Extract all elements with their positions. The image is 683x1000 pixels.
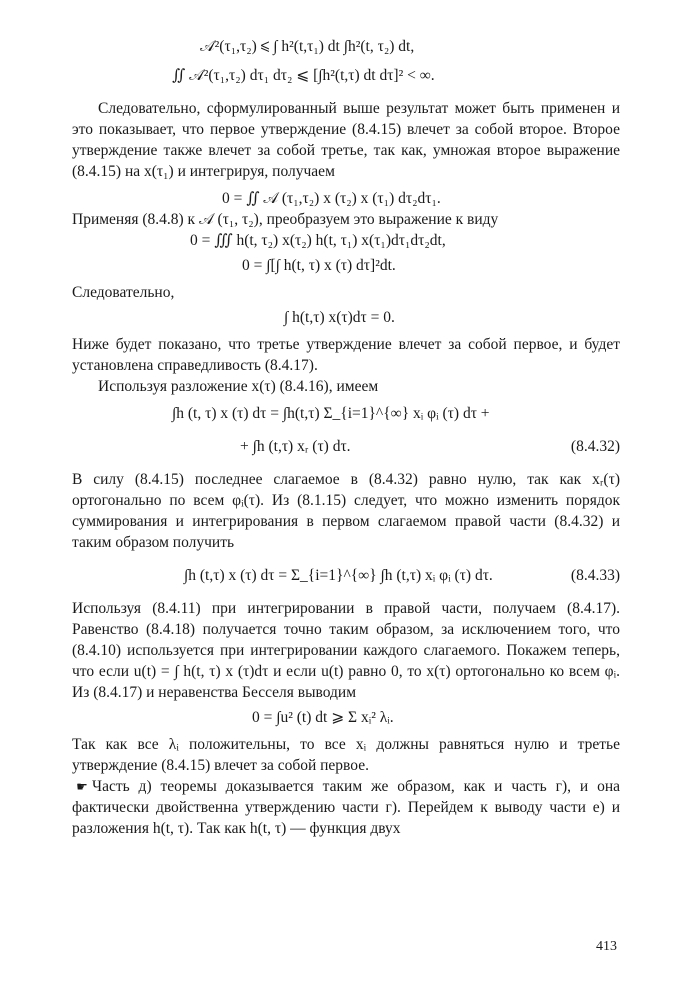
page-body xyxy=(72,36,620,839)
paragraph-4: Ниже будет показано, что третье утверждение влечет за собой первое, и будет установлена справедливость (8.4.17). xyxy=(72,336,620,374)
paragraph-7: Используя (8.4.11) при интегрировании в правой части, получаем (8.4.17). Равенство (8.4.18) получается точно таким образом, за исключением того, что (8.4.10) используется при интегрировании каждого слагаемого. Покажем теперь, что если u(t) = ∫ h(t, τ) x (τ)dτ и если u(t) равно 0, то x(τ) ортогонально ко всем φᵢ. Из (8.4.17) и неравенства Бесселя выводим xyxy=(72,600,620,701)
page-number: 413 xyxy=(596,939,617,954)
paragraph-1: Следовательно, сформулированный выше результат может быть применен и это показывает, что первое утверждение (8.4.15) влечет за собой второе. Второе утверждение также влечет за собой третье, так как, умножая второе выражение (8.4.15) на x(τ₁) и интегрируя, получаем xyxy=(72,100,620,180)
equation-9: 0 = ∫u² (t) dt ⩾ Σ xᵢ² λᵢ. xyxy=(252,709,394,726)
paragraph-2: Применяя (8.4.8) к 𝒜 (τ₁, τ₂), преобразуем это выражение к виду xyxy=(72,211,499,228)
equation-8-row xyxy=(72,565,620,586)
equation-2: ∬ 𝒜²(τ₁,τ₂) dτ₁ dτ₂ ⩽ [∫h²(t,τ) dt dτ]² < ∞. xyxy=(172,67,435,84)
paragraph-6: В силу (8.4.15) последнее слагаемое в (8.4.32) равно нулю, так как xᵣ(τ) ортогонально по всем φᵢ(τ). Из (8.1.15) следует, что можно изменить порядок суммирования и интегрирования в первом слагаемом правой части (8.4.32) и таким образом получить xyxy=(72,471,620,551)
equation-number-8-4-32: (8.4.32) xyxy=(570,438,620,455)
equation-3: 0 = ∬ 𝒜 (τ₁,τ₂) x (τ₂) x (τ₁) dτ₂dτ₁. xyxy=(222,190,441,207)
equation-8: ∫h (t,τ) x (τ) dτ = Σ_{i=1}^{∞} ∫h (t,τ) xᵢ φᵢ (τ) dτ. xyxy=(184,567,493,584)
paragraph-3: Следовательно, xyxy=(72,284,175,301)
equation-6: ∫ h(t,τ) x(τ)dτ = 0. xyxy=(284,309,395,326)
equation-4: 0 = ∭ h(t, τ₂) x(τ₂) h(t, τ₁) x(τ₁)dτ₁dτ₂dt, xyxy=(190,232,446,249)
equation-7b-row xyxy=(72,436,620,457)
equation-number-8-4-33: (8.4.33) xyxy=(570,567,620,584)
equation-5: 0 = ∫[∫ h(t, τ) x (τ) dτ]²dt. xyxy=(242,257,396,274)
pointing-hand-icon: ☛ xyxy=(76,779,88,794)
equation-7a: ∫h (t, τ) x (τ) dτ = ∫h(t,τ) Σ_{i=1}^{∞} xᵢ φᵢ (τ) dτ + xyxy=(172,405,490,422)
paragraph-8: Так как все λᵢ положительны, то все xᵢ должны равняться нулю и третье утверждение (8.4.15) влечет за собой первое. xyxy=(72,736,620,774)
equation-7b: + ∫h (t,τ) xᵣ (τ) dτ. xyxy=(240,438,351,455)
paragraph-9: Часть д) теоремы доказывается таким же образом, как и часть г), и она фактически двойственна утверждению части г). Перейдем к выводу части е) и разложения h(t, τ). Так как h(t, τ) — функция двух xyxy=(72,778,620,837)
equation-1: 𝒜²(τ₁,τ₂) ⩽ ∫ h²(t,τ₁) dt ∫h²(t, τ₂) dt, xyxy=(200,38,415,55)
paragraph-9-row xyxy=(72,776,620,839)
paragraph-5: Используя разложение x(τ) (8.4.16), имеем xyxy=(98,378,379,395)
